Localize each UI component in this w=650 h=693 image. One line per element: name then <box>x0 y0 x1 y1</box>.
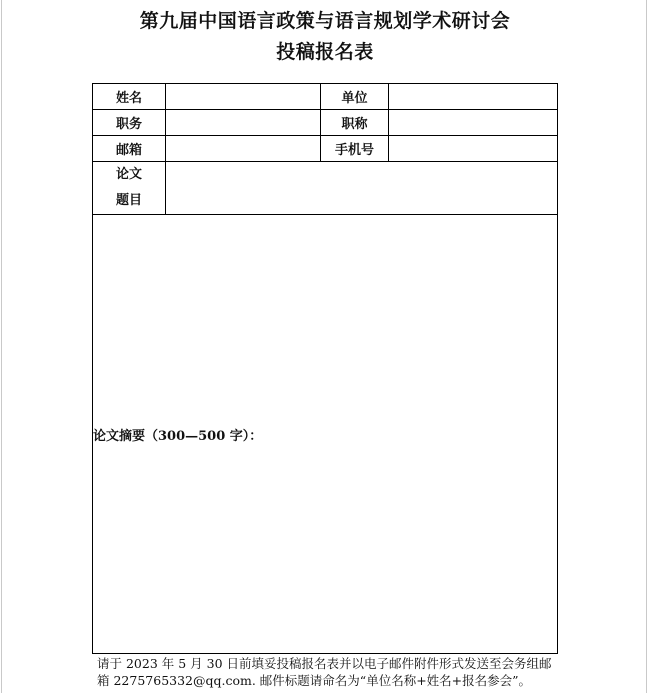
unit-field[interactable] <box>389 84 558 110</box>
table-row <box>93 162 558 215</box>
table-row <box>93 136 558 162</box>
phone-field[interactable] <box>389 136 558 162</box>
title-rank-label: 职称 <box>321 110 389 136</box>
instructions-line1: 请于 2023 年 5 月 30 日前填妥投稿报名表并以电子邮件附件形式发送至会务组邮 <box>97 656 552 671</box>
paper-title-label-line2: 题目 <box>115 193 142 208</box>
document-title: 第九届中国语言政策与语言规划学术研讨会 <box>139 10 511 32</box>
table-row <box>93 110 558 136</box>
submission-instructions <box>97 655 567 689</box>
page-edge-left <box>1 0 2 693</box>
position-field[interactable] <box>166 110 321 136</box>
table-row <box>93 84 558 110</box>
document-subtitle: 投稿报名表 <box>276 41 374 63</box>
email-field[interactable] <box>166 136 321 162</box>
email-label: 邮箱 <box>93 136 166 162</box>
title-rank-field[interactable] <box>389 110 558 136</box>
name-field[interactable] <box>166 84 321 110</box>
name-label: 姓名 <box>93 84 166 110</box>
registration-form-table <box>92 83 558 654</box>
paper-title-label-line1: 论文 <box>115 167 142 182</box>
paper-title-label <box>93 162 166 215</box>
page-edge-right <box>646 0 647 693</box>
paper-title-field[interactable] <box>166 162 558 215</box>
unit-label: 单位 <box>321 84 389 110</box>
instructions-line2: 箱 2275765332@qq.com. 邮件标题请命名为“单位名称+姓名+报名参会”。 <box>97 673 532 688</box>
phone-label: 手机号 <box>321 136 389 162</box>
abstract-field[interactable] <box>93 215 558 654</box>
table-row <box>93 215 558 654</box>
position-label: 职务 <box>93 110 166 136</box>
abstract-label: 论文摘要（300—500 字）： <box>93 428 263 444</box>
